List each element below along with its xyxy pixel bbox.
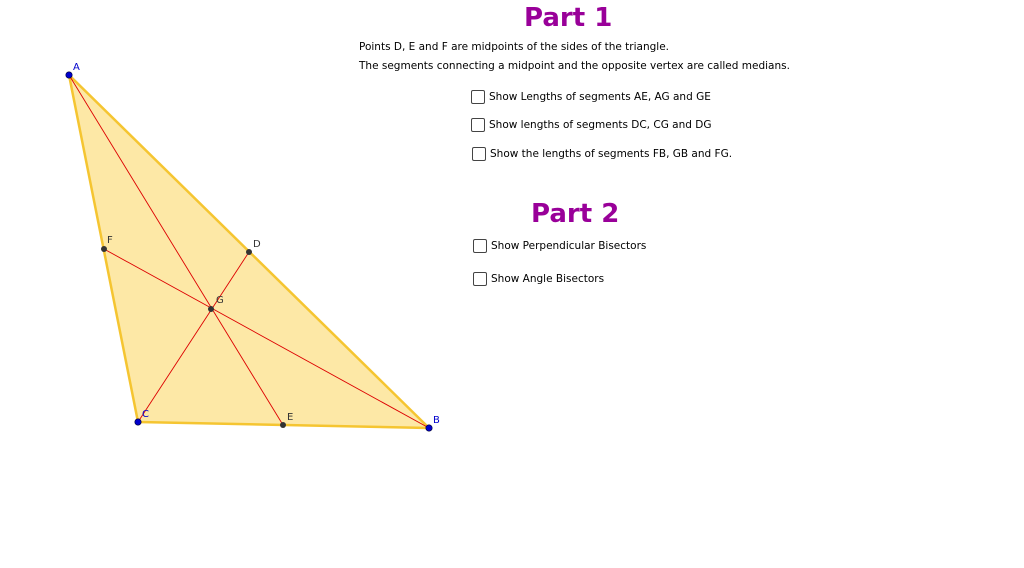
checkbox-box[interactable] [473,239,487,253]
part2-title: Part 2 [531,199,620,229]
checkbox-box[interactable] [471,118,485,132]
point-g [208,306,214,312]
checkbox-label: Show lengths of segments DC, CG and DG [489,119,712,131]
show-lengths-dc-cg-dg-checkbox[interactable] [471,118,711,132]
point-e [280,422,286,428]
label-g: G [216,295,224,306]
checkbox-label: Show Perpendicular Bisectors [491,240,647,252]
label-d: D [253,239,261,250]
label-f: F [107,235,113,246]
label-a: A [73,62,80,73]
show-lengths-ae-ag-ge-checkbox[interactable] [471,90,711,104]
point-b[interactable] [426,425,432,431]
point-d [246,249,252,255]
label-b: B [433,415,440,426]
checkbox-label: Show Lengths of segments AE, AG and GE [489,91,711,103]
part1-title: Part 1 [524,3,613,33]
point-f [101,246,107,252]
checkbox-box[interactable] [472,147,486,161]
label-e: E [287,412,294,423]
checkbox-label: Show the lengths of segments FB, GB and FG. [490,148,733,160]
part1-description-line2: The segments connecting a midpoint and the opposite vertex are called medians. [359,60,790,72]
point-a[interactable] [66,72,72,78]
label-c: C [142,409,149,420]
checkbox-box[interactable] [473,272,487,286]
show-angle-bisectors-checkbox[interactable] [473,272,604,286]
show-perpendicular-bisectors-checkbox[interactable] [473,239,646,253]
show-lengths-fb-gb-fg-checkbox[interactable] [472,147,732,161]
checkbox-label: Show Angle Bisectors [491,273,605,285]
part1-description-line1: Points D, E and F are midpoints of the sides of the triangle. [359,41,669,53]
checkbox-box[interactable] [471,90,485,104]
point-c[interactable] [135,419,141,425]
